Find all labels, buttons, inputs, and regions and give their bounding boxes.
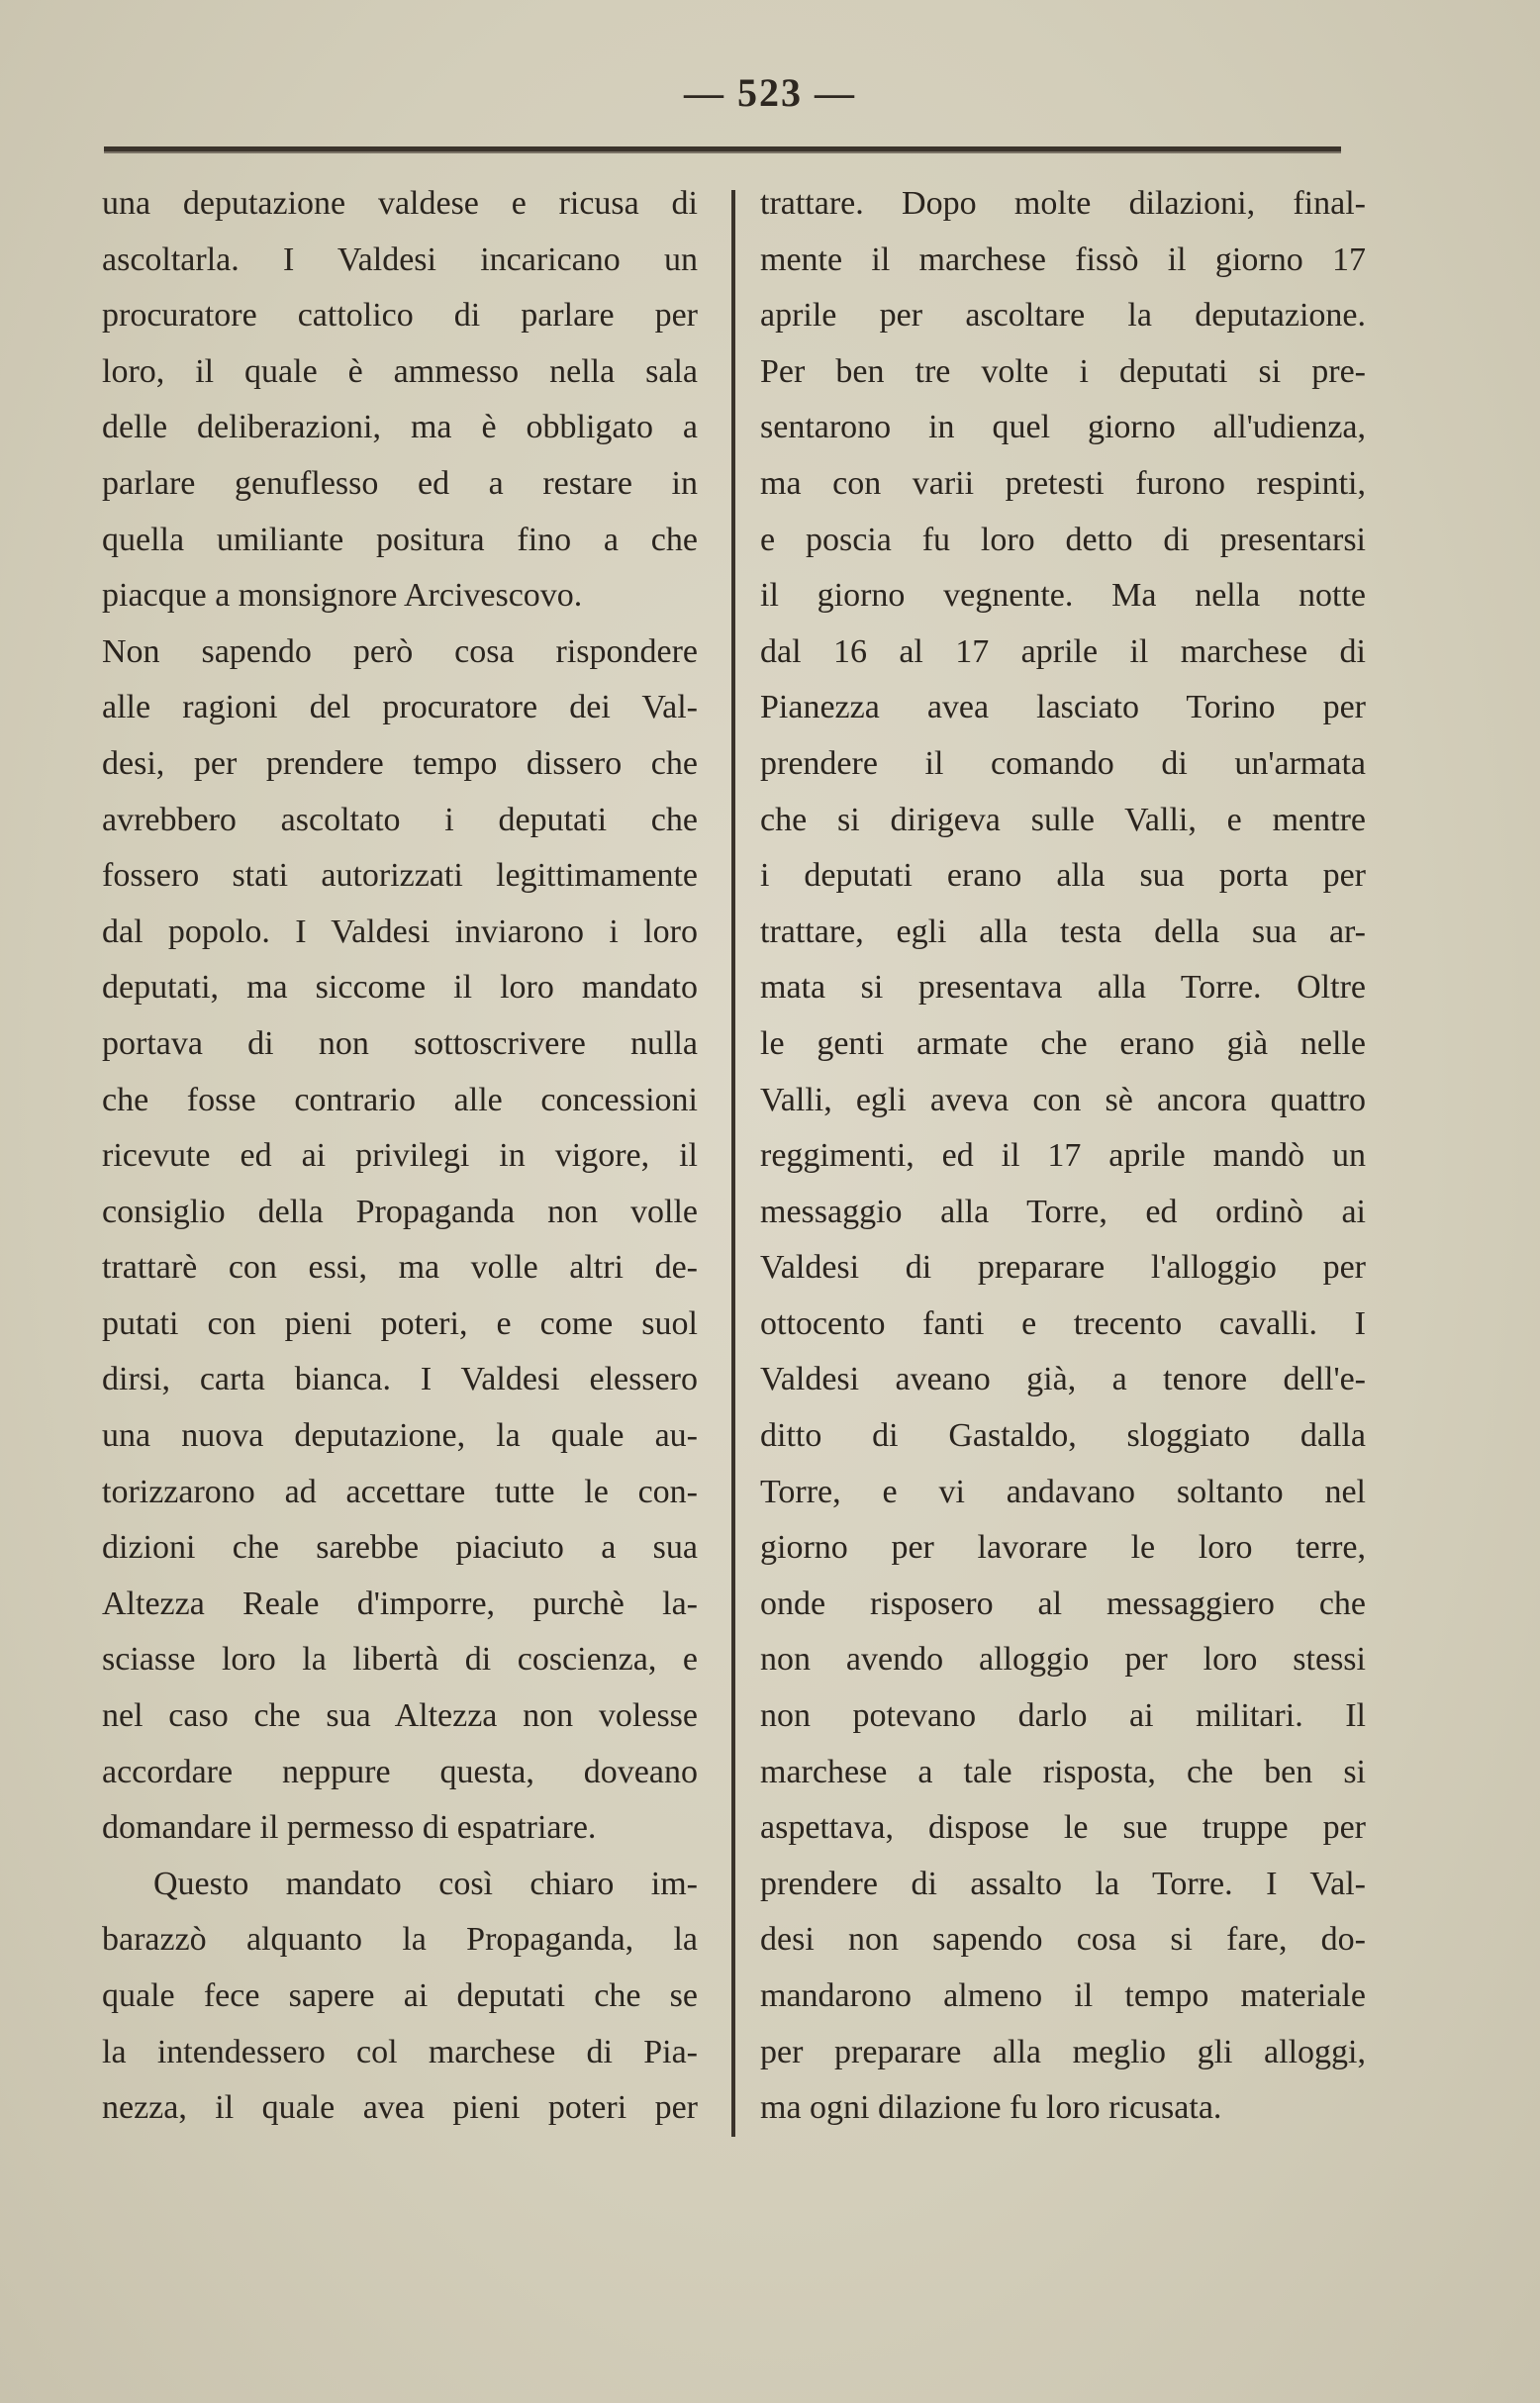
text-line: procuratore cattolico di parlare per	[102, 297, 698, 335]
left-column	[102, 176, 698, 2137]
text-line: non potevano darlo ai militari. Il	[760, 1697, 1366, 1735]
text-line: che fosse contrario alle concessioni	[102, 1081, 698, 1118]
text-line: marchese a tale risposta, che ben si	[760, 1753, 1366, 1790]
text-line: sciasse loro la libertà di coscienza, e	[102, 1641, 698, 1679]
text-line: trattarè con essi, ma volle altri de-	[102, 1249, 698, 1287]
text-line: Pianezza avea lasciato Torino per	[760, 689, 1366, 726]
text-line: accordare neppure questa, doveano	[102, 1753, 698, 1790]
text-line: loro, il quale è ammesso nella sala	[102, 352, 698, 390]
text-line: il giorno vegnente. Ma nella notte	[760, 577, 1366, 615]
text-line: fossero stati autorizzati legittimamente	[102, 857, 698, 895]
text-line: ricevute ed ai privilegi in vigore, il	[102, 1137, 698, 1175]
text-line: giorno per lavorare le loro terre,	[760, 1529, 1366, 1567]
text-line: mata si presentava alla Torre. Oltre	[760, 969, 1366, 1007]
text-line: avrebbero ascoltato i deputati che	[102, 801, 698, 838]
text-line: prendere il comando di un'armata	[760, 744, 1366, 782]
text-line: nezza, il quale avea pieni poteri per	[102, 2089, 698, 2127]
text-line: e poscia fu loro detto di presentarsi	[760, 521, 1366, 558]
text-line: per preparare alla meglio gli alloggi,	[760, 2033, 1366, 2070]
text-line: mente il marchese fissò il giorno 17	[760, 240, 1366, 278]
text-line: non avendo alloggio per loro stessi	[760, 1641, 1366, 1679]
text-line: deputati, ma siccome il loro mandato	[102, 969, 698, 1007]
text-line: alle ragioni del procuratore dei Val-	[102, 689, 698, 726]
text-line: dal 16 al 17 aprile il marchese di	[760, 632, 1366, 670]
text-line: la intendessero col marchese di Pia-	[102, 2033, 698, 2070]
text-line: barazzò alquanto la Propaganda, la	[102, 1921, 698, 1959]
text-line: Questo mandato così chiaro im-	[153, 1865, 698, 1902]
text-line: sentarono in quel giorno all'udienza,	[760, 409, 1366, 446]
text-line: le genti armate che erano già nelle	[760, 1024, 1366, 1062]
text-line: quella umiliante positura fino a che	[102, 521, 698, 558]
text-line: ditto di Gastaldo, sloggiato dalla	[760, 1417, 1366, 1455]
text-line: una deputazione valdese e ricusa di	[102, 185, 698, 222]
text-line: trattare, egli alla testa della sua ar-	[760, 913, 1366, 950]
text-line: delle deliberazioni, ma è obbligato a	[102, 409, 698, 446]
column-divider	[731, 190, 735, 2137]
text-line: Altezza Reale d'imporre, purchè la-	[102, 1585, 698, 1622]
text-line: domandare il permesso di espatriare.	[102, 1809, 597, 1847]
text-line: ascoltarla. I Valdesi incaricano un	[102, 240, 698, 278]
text-line: ma ogni dilazione fu loro ricusata.	[760, 2089, 1222, 2127]
text-line: consiglio della Propaganda non volle	[102, 1193, 698, 1230]
text-line: aspettava, dispose le sue truppe per	[760, 1809, 1366, 1847]
text-line: onde risposero al messaggiero che	[760, 1585, 1366, 1622]
text-line: putati con pieni poteri, e come suol	[102, 1304, 698, 1342]
text-line: desi non sapendo cosa si fare, do-	[760, 1921, 1366, 1959]
text-line: torizzarono ad accettare tutte le con-	[102, 1473, 698, 1510]
text-line: desi, per prendere tempo dissero che	[102, 744, 698, 782]
text-line: quale fece sapere ai deputati che se	[102, 1977, 698, 2014]
text-line: piacque a monsignore Arcivescovo.	[102, 577, 583, 615]
text-line: dal popolo. I Valdesi inviarono i loro	[102, 913, 698, 950]
text-line: ma con varii pretesti furono respinti,	[760, 464, 1366, 502]
text-line: Valli, egli aveva con sè ancora quattro	[760, 1081, 1366, 1118]
text-line: Valdesi di preparare l'alloggio per	[760, 1249, 1366, 1287]
text-line: che si dirigeva sulle Valli, e mentre	[760, 801, 1366, 838]
text-line: una nuova deputazione, la quale au-	[102, 1417, 698, 1455]
text-line: Torre, e vi andavano soltanto nel	[760, 1473, 1366, 1510]
text-line: Per ben tre volte i deputati si pre-	[760, 352, 1366, 390]
text-line: parlare genuflesso ed a restare in	[102, 464, 698, 502]
text-line: Valdesi aveano già, a tenore dell'e-	[760, 1361, 1366, 1398]
page-number: — 523 —	[684, 70, 856, 115]
text-line: dirsi, carta bianca. I Valdesi elessero	[102, 1361, 698, 1398]
text-line: nel caso che sua Altezza non volesse	[102, 1697, 698, 1735]
text-line: portava di non sottoscrivere nulla	[102, 1024, 698, 1062]
right-column	[760, 176, 1366, 2137]
header-rule	[104, 146, 1341, 153]
text-line: Non sapendo però cosa rispondere	[102, 632, 698, 670]
text-line: mandarono almeno il tempo materiale	[760, 1977, 1366, 2014]
text-line: i deputati erano alla sua porta per	[760, 857, 1366, 895]
text-line: prendere di assalto la Torre. I Val-	[760, 1865, 1366, 1902]
text-line: ottocento fanti e trecento cavalli. I	[760, 1304, 1366, 1342]
text-line: aprile per ascoltare la deputazione.	[760, 297, 1366, 335]
text-line: reggimenti, ed il 17 aprile mandò un	[760, 1137, 1366, 1175]
text-line: trattare. Dopo molte dilazioni, final-	[760, 185, 1366, 222]
text-line: dizioni che sarebbe piaciuto a sua	[102, 1529, 698, 1567]
text-line: messaggio alla Torre, ed ordinò ai	[760, 1193, 1366, 1230]
